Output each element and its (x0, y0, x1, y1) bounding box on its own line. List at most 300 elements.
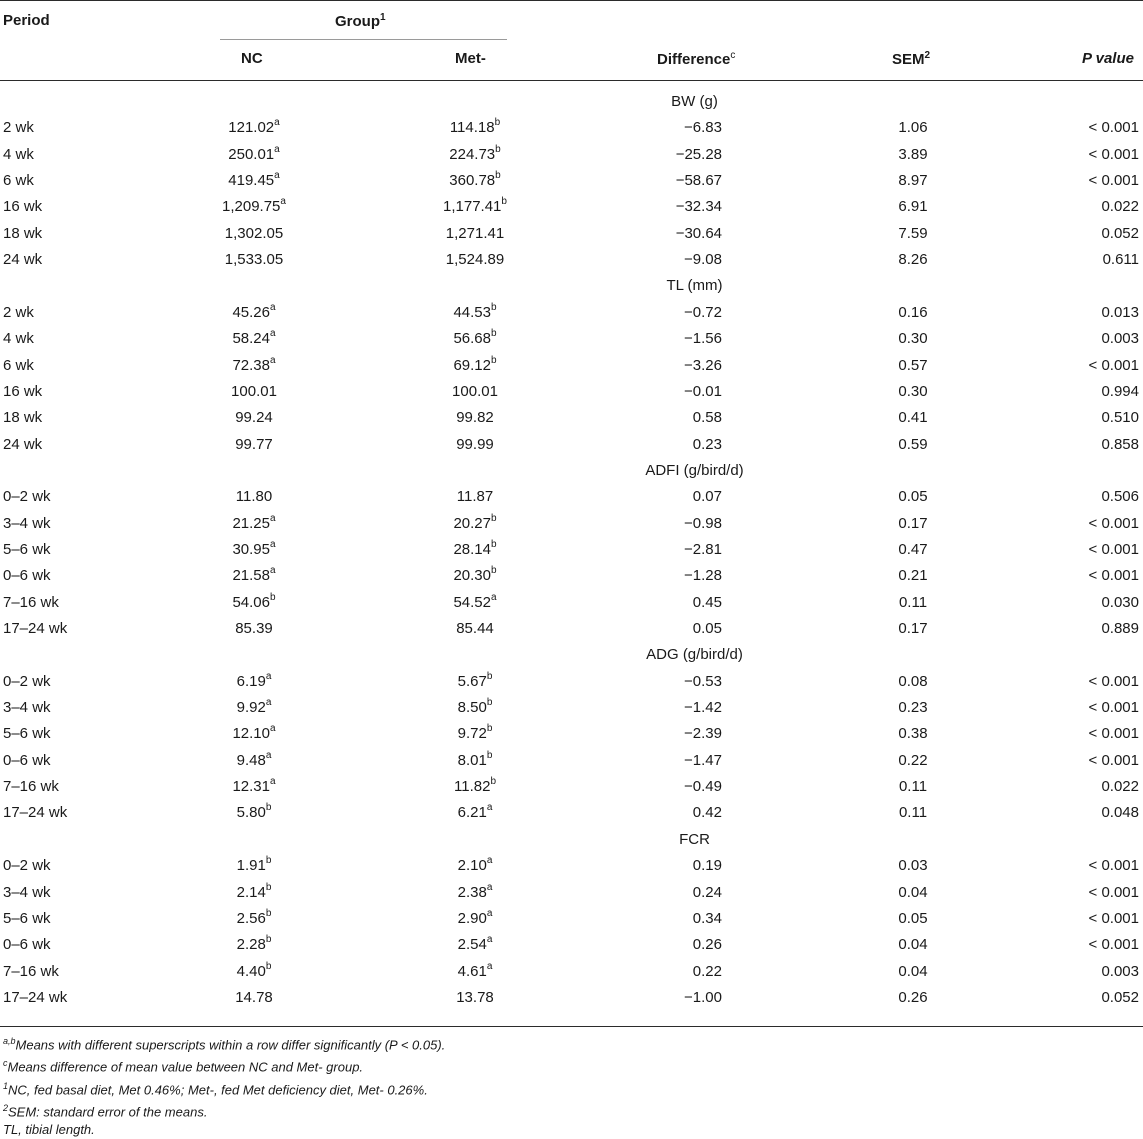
row-period: 4 wk (3, 330, 34, 348)
row-period: 0–6 wk (3, 936, 51, 954)
cell-nc-value: 14.78 (235, 988, 273, 1006)
cell-difference: −58.67 (675, 172, 722, 190)
footnote-marker: c (3, 1058, 8, 1069)
cell-met (395, 672, 555, 692)
table-bottom-rule (0, 1026, 1143, 1027)
cell-met-value: 99.82 (456, 409, 494, 427)
cell-pvalue: 0.611 (1102, 251, 1139, 269)
cell-nc (174, 909, 334, 929)
cell-met (395, 224, 555, 244)
cell-met (395, 435, 555, 455)
cell-pvalue: < 0.001 (1088, 699, 1139, 717)
cell-nc-value: 2.56 (236, 909, 266, 927)
cell-met-superscript: b (486, 749, 493, 761)
footnote-text: SEM: standard error of the means. (8, 1104, 208, 1120)
row-period: 0–2 wk (3, 672, 51, 690)
footnote (3, 1099, 445, 1121)
cell-nc-superscript: a (274, 170, 280, 182)
cell-nc (174, 540, 334, 560)
cell-nc (174, 777, 334, 797)
cell-nc-superscript: a (280, 196, 286, 208)
cell-difference: −1.42 (684, 699, 722, 717)
cell-difference: −1.00 (684, 988, 722, 1006)
cell-pvalue: 0.858 (1101, 435, 1139, 453)
cell-nc-value: 30.95 (232, 540, 270, 558)
cell-nc (174, 803, 334, 823)
cell-met-value: 1,271.41 (445, 224, 505, 242)
cell-nc-value: 4.40 (236, 962, 266, 980)
cell-met-value: 8.50 (457, 699, 487, 717)
cell-nc-superscript: a (274, 143, 280, 155)
cell-sem: 0.30 (898, 330, 928, 348)
row-period: 16 wk (3, 198, 43, 216)
row-period: 18 wk (3, 409, 43, 427)
cell-sem: 1.06 (898, 119, 928, 137)
row-period: 3–4 wk (3, 699, 51, 717)
footnote-marker: 1 (3, 1080, 9, 1091)
cell-sem: 0.17 (898, 514, 928, 532)
footnote (3, 1032, 445, 1054)
cell-sem: 0.38 (898, 725, 928, 743)
cell-pvalue: < 0.001 (1088, 936, 1139, 954)
cell-sem: 0.21 (898, 567, 928, 585)
footnote-text: Means with different superscripts within a row differ significantly (P < 0.05). (15, 1037, 446, 1053)
cell-nc (174, 435, 334, 455)
cell-sem: 0.47 (898, 540, 928, 558)
cell-met (395, 856, 555, 876)
row-period: 24 wk (3, 435, 43, 453)
cell-difference: 0.19 (692, 857, 722, 875)
footnote-text: TL, tibial length. (3, 1122, 95, 1138)
cell-nc (174, 962, 334, 982)
cell-nc-value: 21.58 (232, 567, 270, 585)
row-period: 17–24 wk (3, 620, 68, 637)
cell-met (395, 698, 555, 718)
cell-met-value: 1,524.89 (445, 251, 505, 269)
header-difference: Difference$^c$ (657, 50, 736, 68)
cell-sem: 0.22 (898, 751, 928, 769)
row-period: 16 wk (3, 382, 43, 400)
cell-nc-value: 2.14 (236, 883, 266, 901)
cell-met (395, 303, 555, 323)
cell-nc-superscript: b (265, 881, 272, 893)
cell-met-superscript: b (490, 776, 496, 788)
cell-met (395, 962, 555, 982)
cell-nc-value: 99.24 (235, 409, 273, 427)
cell-sem: 8.26 (898, 251, 928, 269)
cell-pvalue: < 0.001 (1088, 909, 1139, 927)
cell-met-value: 8.01 (457, 751, 487, 769)
cell-nc-value: 9.48 (236, 751, 266, 769)
row-period: 7–16 wk (3, 593, 59, 611)
cell-met (395, 250, 555, 270)
cell-met-value: 44.53 (453, 303, 491, 321)
cell-met (395, 514, 555, 534)
cell-sem: 6.91 (898, 198, 928, 216)
cell-nc (174, 224, 334, 244)
cell-nc-value: 12.10 (232, 725, 270, 743)
cell-met-superscript: a (486, 960, 493, 972)
cell-met (395, 988, 555, 1008)
cell-nc (174, 514, 334, 534)
row-period: 3–4 wk (3, 883, 51, 901)
cell-met-value: 56.68 (453, 330, 491, 348)
row-period: 0–6 wk (3, 751, 51, 769)
row-period: 0–2 wk (3, 857, 51, 875)
cell-met-superscript: a (486, 855, 493, 867)
cell-pvalue: 0.506 (1101, 488, 1139, 506)
cell-nc (174, 593, 334, 613)
cell-met-superscript: b (494, 117, 501, 129)
cell-met-superscript: b (495, 143, 501, 155)
row-period: 3–4 wk (3, 514, 51, 532)
cell-nc-value: 54.06 (232, 593, 270, 611)
cell-difference: −30.64 (675, 224, 722, 242)
cell-nc-value: 121.02 (228, 119, 275, 137)
cell-met-value: 360.78 (449, 172, 496, 190)
cell-met-superscript: b (501, 196, 507, 208)
cell-sem: 0.11 (898, 593, 928, 611)
cell-nc-superscript: a (265, 697, 272, 709)
header-bottom-rule (0, 80, 1143, 81)
cell-pvalue: < 0.001 (1088, 356, 1139, 374)
cell-nc (174, 408, 334, 428)
row-period: 17–24 wk (3, 804, 68, 822)
cell-nc-superscript: a (269, 538, 276, 550)
row-period: 5–6 wk (3, 540, 51, 558)
cell-difference: 0.05 (692, 620, 722, 637)
cell-difference: −1.28 (684, 567, 722, 585)
cell-met-superscript: a (490, 591, 497, 603)
cell-sem: 0.08 (898, 672, 928, 690)
cell-difference: −32.34 (675, 198, 722, 216)
cell-pvalue: 0.994 (1101, 382, 1139, 400)
cell-met (395, 566, 555, 586)
cell-met (395, 751, 555, 771)
cell-nc-superscript: b (265, 907, 272, 919)
cell-nc-value: 100.01 (231, 382, 277, 400)
cell-difference: −9.08 (684, 251, 722, 269)
row-period: 2 wk (3, 119, 34, 137)
cell-met-superscript: b (490, 538, 497, 550)
cell-nc-superscript: a (269, 301, 276, 313)
row-period: 24 wk (3, 251, 43, 269)
row-period: 5–6 wk (3, 725, 51, 743)
cell-nc-value: 1,209.75 (222, 198, 281, 216)
cell-sem: 0.05 (898, 909, 928, 927)
cell-met-value: 2.38 (457, 883, 487, 901)
cell-pvalue: 0.022 (1101, 778, 1139, 796)
cell-nc-value: 1,533.05 (224, 251, 284, 269)
cell-nc (174, 250, 334, 270)
cell-sem: 0.30 (898, 382, 928, 400)
cell-met-value: 11.87 (456, 488, 494, 506)
footnote-marker: a,b (3, 1036, 16, 1046)
header-sem: SEM$^2$ (892, 50, 931, 68)
cell-nc-superscript: b (265, 802, 272, 814)
footnote (3, 1054, 445, 1076)
cell-met (395, 593, 555, 613)
section-title: ADG (g/bird/d) (646, 646, 743, 664)
cell-nc-value: 11.80 (235, 488, 273, 506)
cell-nc (174, 303, 334, 323)
cell-nc-superscript: b (269, 591, 276, 603)
cell-nc (174, 566, 334, 586)
cell-nc-value: 2.28 (236, 936, 266, 954)
cell-difference: 0.45 (692, 593, 722, 611)
cell-met-value: 9.72 (457, 725, 487, 743)
cell-met-value: 2.54 (457, 936, 487, 954)
header-met: Met- (455, 50, 486, 67)
cell-difference: −0.53 (684, 672, 722, 690)
cell-met-superscript: b (486, 697, 493, 709)
cell-difference: −2.39 (684, 725, 722, 743)
cell-nc-value: 99.77 (235, 435, 273, 453)
cell-pvalue: < 0.001 (1088, 883, 1139, 901)
cell-nc (174, 751, 334, 771)
cell-nc (174, 145, 334, 165)
cell-nc (174, 329, 334, 349)
cell-met (395, 356, 555, 376)
cell-met-superscript: b (495, 170, 501, 182)
cell-met-superscript: a (486, 881, 493, 893)
cell-nc (174, 197, 334, 217)
cell-nc-superscript: a (269, 723, 276, 735)
section-title: ADFI (g/bird/d) (645, 461, 744, 479)
cell-nc-value: 1.91 (236, 857, 266, 875)
cell-nc-value: 6.19 (236, 672, 266, 690)
cell-met (395, 408, 555, 428)
cell-met (395, 909, 555, 929)
cell-nc-value: 9.92 (236, 699, 266, 717)
cell-met-value: 54.52 (453, 593, 491, 611)
cell-pvalue: < 0.001 (1088, 145, 1139, 163)
cell-met-value: 13.78 (456, 988, 494, 1006)
cell-nc-value: 12.31 (232, 778, 270, 796)
cell-pvalue: 0.889 (1101, 620, 1139, 637)
cell-pvalue: 0.052 (1101, 224, 1139, 242)
cell-met-value: 114.18 (449, 119, 495, 137)
cell-met-value: 69.12 (453, 356, 491, 374)
cell-sem: 0.11 (898, 778, 928, 796)
cell-pvalue: < 0.001 (1088, 725, 1139, 743)
cell-nc-superscript: b (265, 855, 272, 867)
cell-met-value: 2.90 (457, 909, 487, 927)
row-period: 2 wk (3, 303, 34, 321)
footnote-text: Means difference of mean value between NC and Met- group. (7, 1059, 364, 1075)
cell-nc (174, 356, 334, 376)
cell-nc (174, 171, 334, 191)
cell-nc (174, 724, 334, 744)
group-underline (220, 39, 507, 40)
cell-pvalue: < 0.001 (1088, 567, 1139, 585)
cell-difference: 0.24 (692, 883, 722, 901)
section-title: BW (g) (671, 93, 718, 110)
row-period: 17–24 wk (3, 988, 68, 1006)
cell-pvalue: 0.030 (1101, 593, 1139, 611)
cell-difference: −1.47 (684, 751, 722, 769)
cell-difference: −25.28 (675, 145, 722, 163)
cell-nc-value: 58.24 (232, 330, 270, 348)
header-nc: NC (241, 50, 263, 67)
cell-met-superscript: b (486, 723, 493, 735)
cell-met-value: 11.82 (454, 778, 491, 796)
cell-difference: −0.72 (684, 303, 722, 321)
cell-nc (174, 487, 334, 507)
row-period: 5–6 wk (3, 909, 51, 927)
cell-met-value: 2.10 (457, 857, 487, 875)
cell-difference: 0.26 (692, 936, 722, 954)
cell-pvalue: < 0.001 (1088, 119, 1139, 137)
cell-difference: −0.01 (684, 382, 722, 400)
cell-nc-value: 85.39 (235, 620, 273, 637)
table-top-rule (0, 0, 1143, 1)
cell-nc (174, 382, 334, 402)
cell-pvalue: < 0.001 (1088, 172, 1139, 190)
section-title: FCR (679, 830, 710, 848)
cell-nc (174, 118, 334, 138)
cell-met (395, 197, 555, 217)
cell-pvalue: < 0.001 (1088, 540, 1139, 558)
cell-met-value: 224.73 (449, 145, 496, 163)
header-period: Period (3, 12, 50, 29)
cell-sem: 0.57 (898, 356, 928, 374)
row-period: 0–6 wk (3, 567, 51, 585)
cell-difference: 0.42 (692, 804, 722, 822)
cell-met-superscript: a (486, 934, 493, 946)
cell-sem: 0.26 (898, 988, 928, 1006)
cell-difference: −6.83 (684, 119, 722, 137)
cell-difference: −3.26 (684, 356, 722, 374)
cell-met-value: 28.14 (453, 540, 491, 558)
row-period: 4 wk (3, 145, 34, 163)
cell-nc-superscript: a (265, 670, 272, 682)
cell-sem: 0.16 (898, 303, 928, 321)
cell-pvalue: 0.048 (1101, 804, 1139, 822)
cell-pvalue: 0.022 (1101, 198, 1139, 216)
cell-met (395, 724, 555, 744)
cell-sem: 0.04 (898, 883, 928, 901)
cell-sem: 0.11 (898, 804, 928, 822)
row-period: 0–2 wk (3, 488, 51, 506)
header-pvalue: P value (1082, 50, 1134, 67)
cell-difference: 0.23 (692, 435, 722, 453)
cell-pvalue: < 0.001 (1088, 514, 1139, 532)
row-period: 6 wk (3, 172, 34, 190)
cell-sem: 0.03 (898, 857, 928, 875)
cell-met-value: 6.21 (457, 804, 487, 822)
cell-met-superscript: b (490, 565, 497, 577)
cell-nc-value: 45.26 (232, 303, 270, 321)
cell-nc-superscript: a (274, 117, 280, 129)
cell-sem: 3.89 (898, 145, 928, 163)
cell-met-value: 99.99 (456, 435, 494, 453)
cell-pvalue: 0.510 (1101, 409, 1139, 427)
cell-nc (174, 672, 334, 692)
cell-nc-superscript: a (265, 749, 272, 761)
cell-met (395, 803, 555, 823)
cell-met (395, 171, 555, 191)
cell-nc-superscript: a (269, 354, 276, 366)
footnote (3, 1121, 445, 1139)
cell-met (395, 619, 555, 639)
cell-nc (174, 856, 334, 876)
cell-pvalue: 0.003 (1101, 330, 1139, 348)
header-group: Group$^1$ (335, 12, 386, 30)
cell-nc-value: 21.25 (232, 514, 270, 532)
cell-pvalue: < 0.001 (1088, 751, 1139, 769)
cell-met (395, 118, 555, 138)
cell-nc (174, 935, 334, 955)
section-title: TL (mm) (666, 277, 723, 295)
cell-pvalue: < 0.001 (1088, 857, 1139, 875)
footnote (3, 1077, 445, 1099)
cell-met-value: 5.67 (457, 672, 487, 690)
cell-sem: 7.59 (898, 224, 928, 242)
cell-nc-superscript: b (265, 960, 272, 972)
cell-met (395, 382, 555, 402)
cell-sem: 8.97 (898, 172, 928, 190)
cell-nc (174, 619, 334, 639)
cell-nc (174, 698, 334, 718)
cell-met (395, 883, 555, 903)
cell-nc-value: 1,302.05 (224, 224, 284, 242)
cell-met-value: 1,177.41 (443, 198, 502, 216)
footnote-marker: 2 (3, 1102, 9, 1113)
cell-sem: 0.04 (898, 936, 928, 954)
cell-sem: 0.17 (898, 620, 928, 637)
footnotes (3, 1032, 445, 1139)
footnote-text: NC, fed basal diet, Met 0.46%; Met-, fed Met deficiency diet, Met- 0.26%. (8, 1081, 428, 1097)
cell-sem: 0.04 (898, 962, 928, 980)
cell-difference: 0.34 (692, 909, 722, 927)
cell-nc-value: 72.38 (232, 356, 270, 374)
cell-nc-superscript: a (269, 512, 276, 524)
cell-sem: 0.05 (898, 488, 928, 506)
cell-nc-value: 5.80 (236, 804, 266, 822)
cell-met (395, 487, 555, 507)
row-period: 7–16 wk (3, 778, 59, 796)
cell-nc-superscript: b (265, 934, 272, 946)
cell-difference: −0.98 (684, 514, 722, 532)
cell-met-value: 100.01 (452, 382, 498, 400)
cell-nc-value: 250.01 (228, 145, 275, 163)
cell-met-superscript: a (486, 907, 493, 919)
cell-met-superscript: b (486, 670, 493, 682)
cell-pvalue: 0.013 (1101, 303, 1139, 321)
row-period: 6 wk (3, 356, 34, 374)
cell-difference: 0.58 (692, 409, 722, 427)
cell-nc (174, 988, 334, 1008)
cell-met-value: 20.27 (453, 514, 491, 532)
cell-met (395, 935, 555, 955)
cell-pvalue: 0.052 (1101, 988, 1139, 1006)
cell-difference: 0.22 (692, 962, 722, 980)
cell-pvalue: 0.003 (1101, 962, 1139, 980)
cell-met-superscript: a (486, 802, 493, 814)
row-period: 18 wk (3, 224, 43, 242)
cell-met-value: 20.30 (453, 567, 491, 585)
cell-met (395, 145, 555, 165)
row-period: 7–16 wk (3, 962, 59, 980)
cell-met (395, 329, 555, 349)
cell-difference: −2.81 (684, 540, 722, 558)
cell-met-superscript: b (490, 301, 497, 313)
cell-nc-superscript: a (269, 776, 276, 788)
cell-difference: −1.56 (684, 330, 722, 348)
cell-nc-superscript: a (269, 328, 276, 340)
cell-nc (174, 883, 334, 903)
